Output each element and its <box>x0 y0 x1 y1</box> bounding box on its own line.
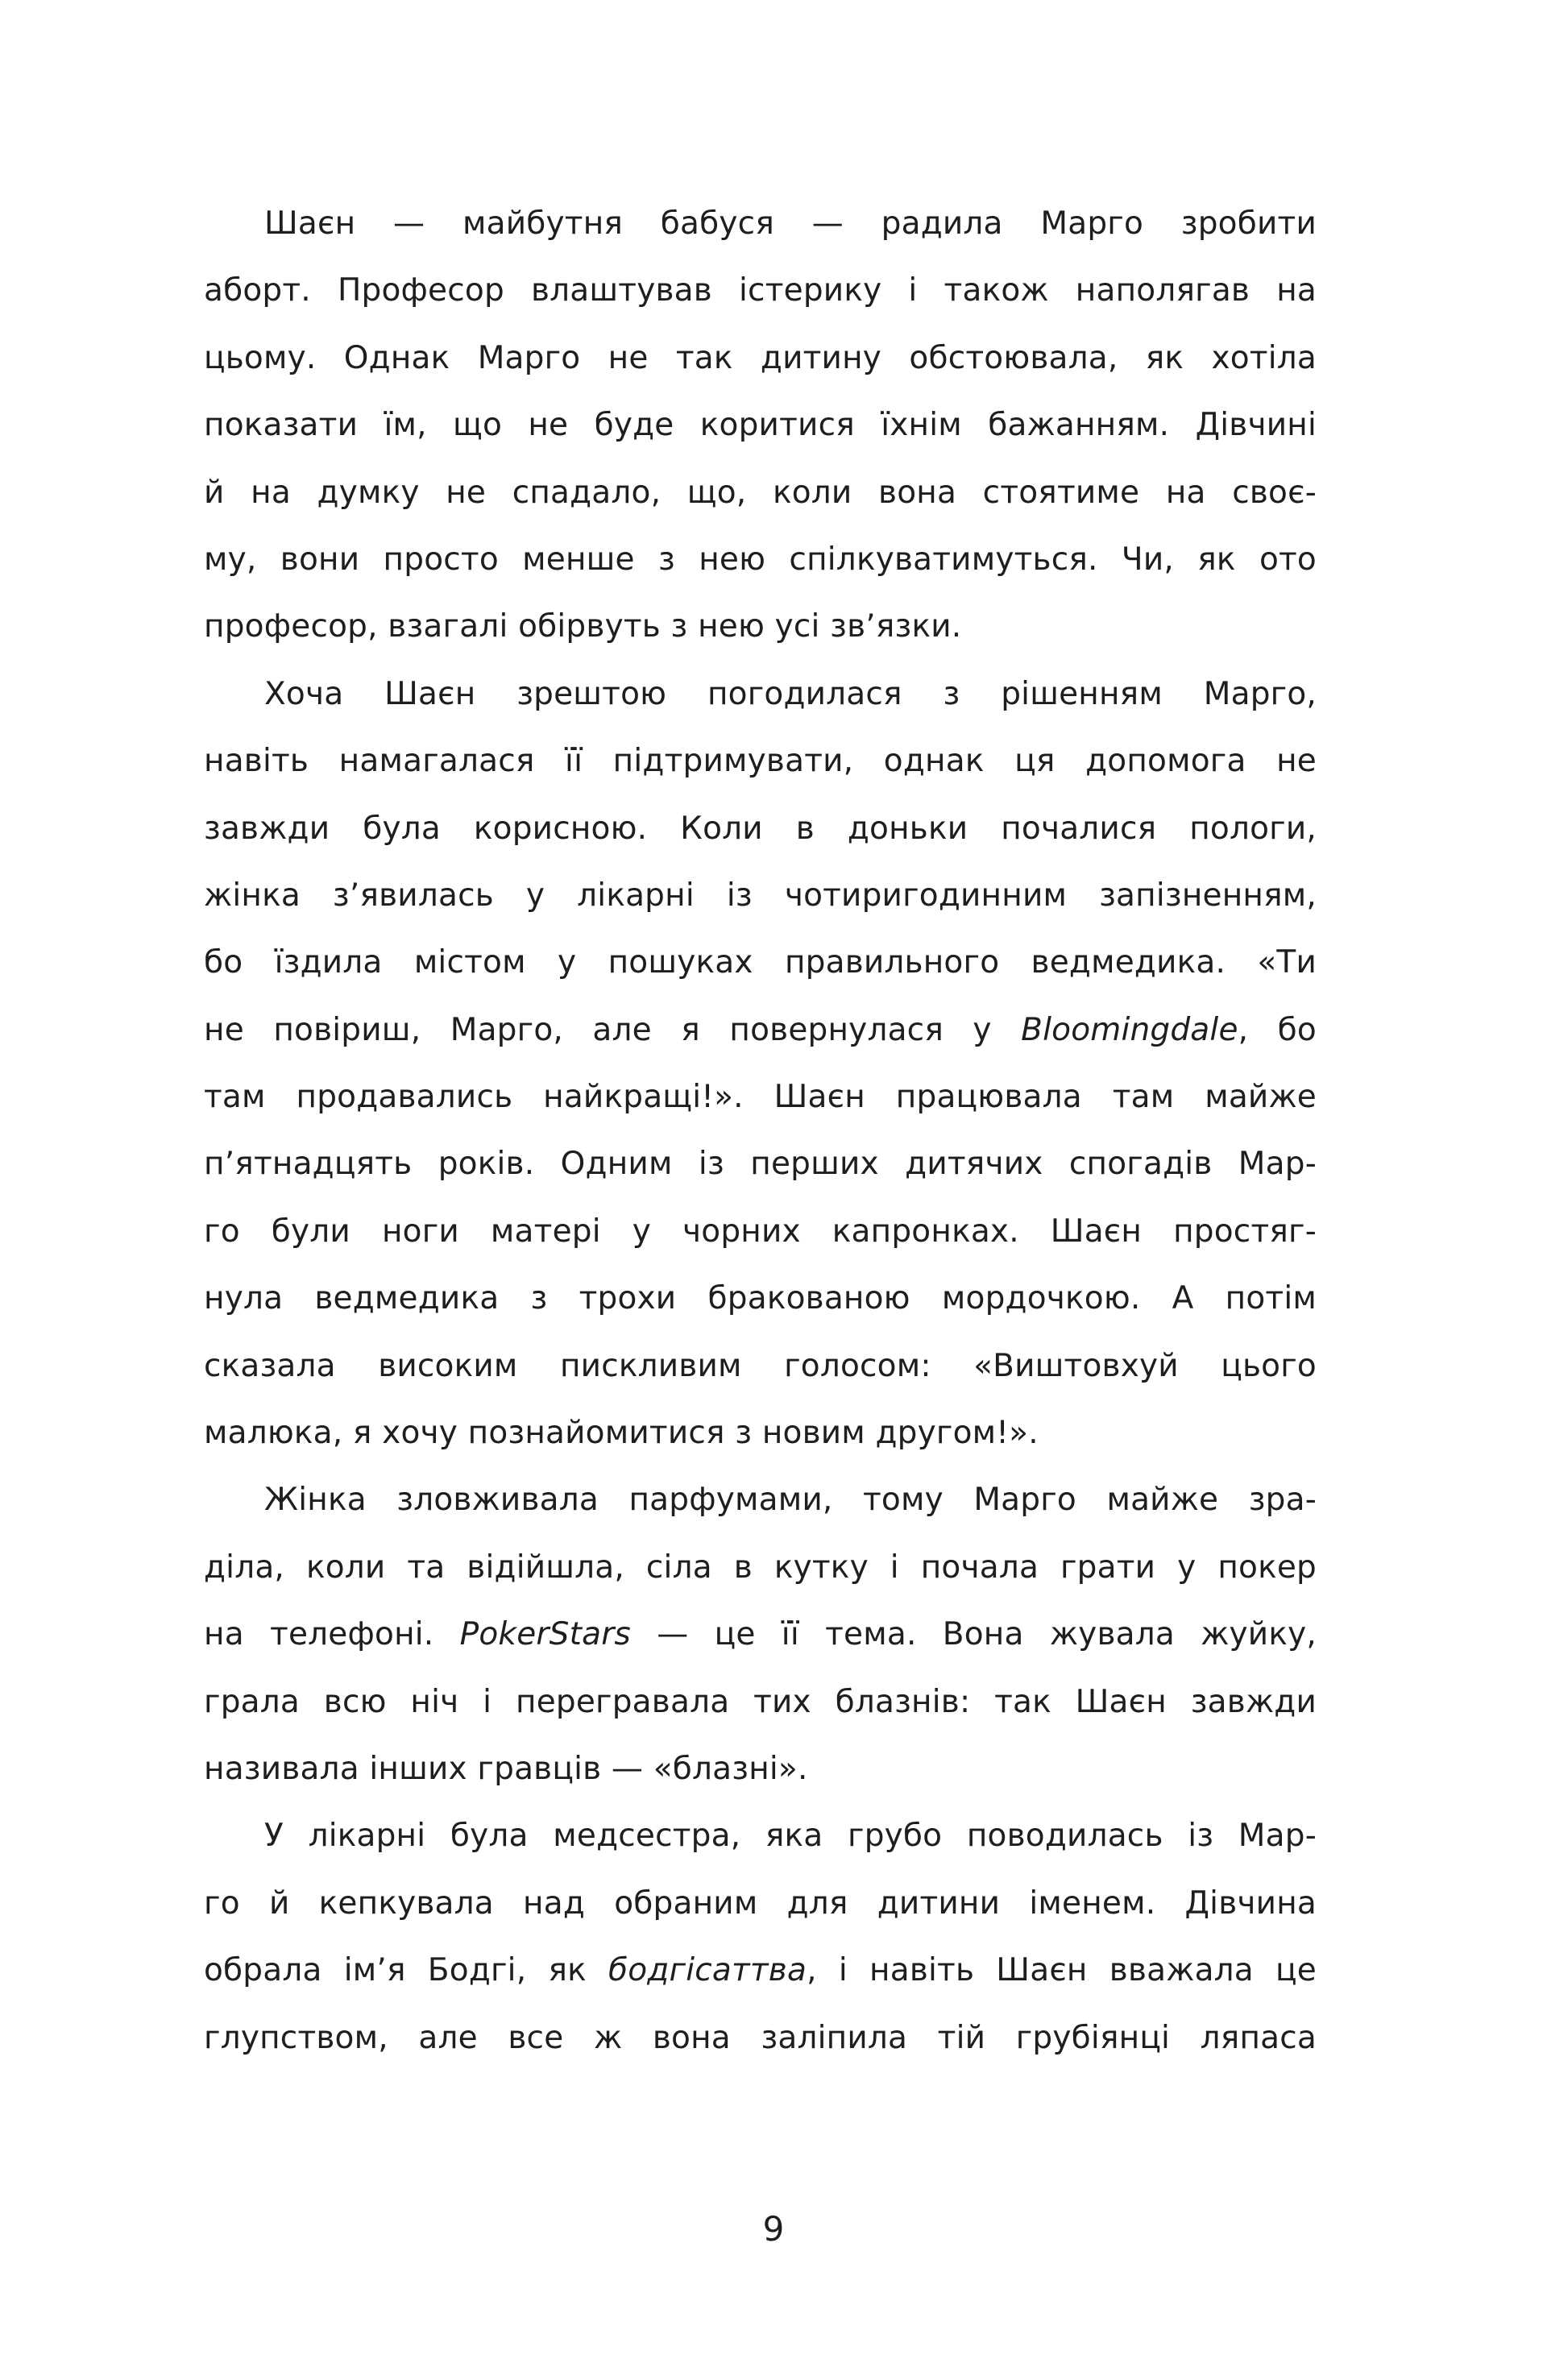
text-line <box>204 997 1317 1064</box>
text-line: завжди була корисною. Коли в доньки почалися пологи, <box>204 810 1317 847</box>
text-run: , і навіть Шаєн вважала це <box>807 1952 1317 1989</box>
text-line: глупством, але все ж вона заліпила тій грубіянці ляпаса <box>204 2019 1317 2056</box>
text-line: малюка, я хочу познайомитися з новим другом!». <box>204 1415 1039 1452</box>
text-line: Шаєн — майбутня бабуся — радила Марго зробити <box>264 205 1317 242</box>
paragraph-1 <box>204 190 1317 661</box>
text-line: Хоча Шаєн зрештою погодилася з рішенням Марго, <box>264 675 1317 712</box>
text-run: — це її тема. Вона жувала жуйку, <box>630 1616 1317 1653</box>
text-line: бо їздила містом у пошуках правильного ведмедика. «Ти <box>204 944 1317 981</box>
text-line: У лікарні була медсестра, яка грубо поводилась із Мар- <box>264 1818 1317 1855</box>
text-line: жінка з’явилась у лікарні із чотиригодинним запізненням, <box>204 877 1317 914</box>
text-line <box>204 1937 1317 2004</box>
text-run: не повіриш, Марго, але я повернулася у <box>204 1011 1022 1048</box>
body-text <box>204 190 1317 2071</box>
text-line: там продавались найкращі!». Шаєн працювала там майже <box>204 1079 1317 1116</box>
text-line: діла, коли та відійшла, сіла в кутку і почала грати у покер <box>204 1549 1317 1586</box>
text-line: й на думку не спадало, що, коли вона стоятиме на своє- <box>204 474 1317 511</box>
italic-brand-name: PokerStars <box>459 1616 631 1653</box>
text-run: , бо <box>1238 1011 1317 1048</box>
text-line: професор, взагалі обірвуть з нею усі зв’язки. <box>204 608 962 645</box>
text-line: цьому. Однак Марго не так дитину обстоювала, як хотіла <box>204 339 1317 376</box>
text-line <box>204 1601 1317 1668</box>
paragraph-4 <box>204 1802 1317 2071</box>
paragraph-2 <box>204 661 1317 1467</box>
text-line: показати їм, що не буде коритися їхнім бажанням. Дівчині <box>204 407 1317 444</box>
text-line: нула ведмедика з трохи бракованою мордочкою. А потім <box>204 1280 1317 1317</box>
text-line: му, вони просто менше з нею спілкуватимуться. Чи, як ото <box>204 541 1317 578</box>
text-line: го й кепкувала над обраним для дитини іменем. Дівчина <box>204 1885 1317 1922</box>
text-line: називала інших гравців — «блазні». <box>204 1750 808 1787</box>
paragraph-3 <box>204 1466 1317 1802</box>
text-line: п’ятнадцять років. Одним із перших дитячих спогадів Мар- <box>204 1146 1317 1183</box>
text-run: на телефоні. <box>204 1616 460 1653</box>
text-line: Жінка зловживала парфумами, тому Марго майже зра- <box>264 1482 1317 1519</box>
italic-term: бодгісаттва <box>608 1952 807 1989</box>
text-run: обрала ім’я Бодгі, як <box>204 1952 609 1989</box>
text-line: грала всю ніч і перегравала тих блазнів: так Шаєн завжди <box>204 1683 1317 1720</box>
text-line: навіть намагалася її підтримувати, однак ця допомога не <box>204 743 1317 780</box>
text-line: сказала високим пискливим голосом: «Виштовхуй цього <box>204 1347 1317 1384</box>
text-line: аборт. Професор влаштував істерику і також наполягав на <box>204 272 1317 309</box>
text-line: го були ноги матері у чорних капронках. Шаєн простяг- <box>204 1213 1317 1250</box>
italic-brand-name: Bloomingdale <box>1021 1011 1238 1048</box>
page-number: 9 <box>762 2209 785 2249</box>
